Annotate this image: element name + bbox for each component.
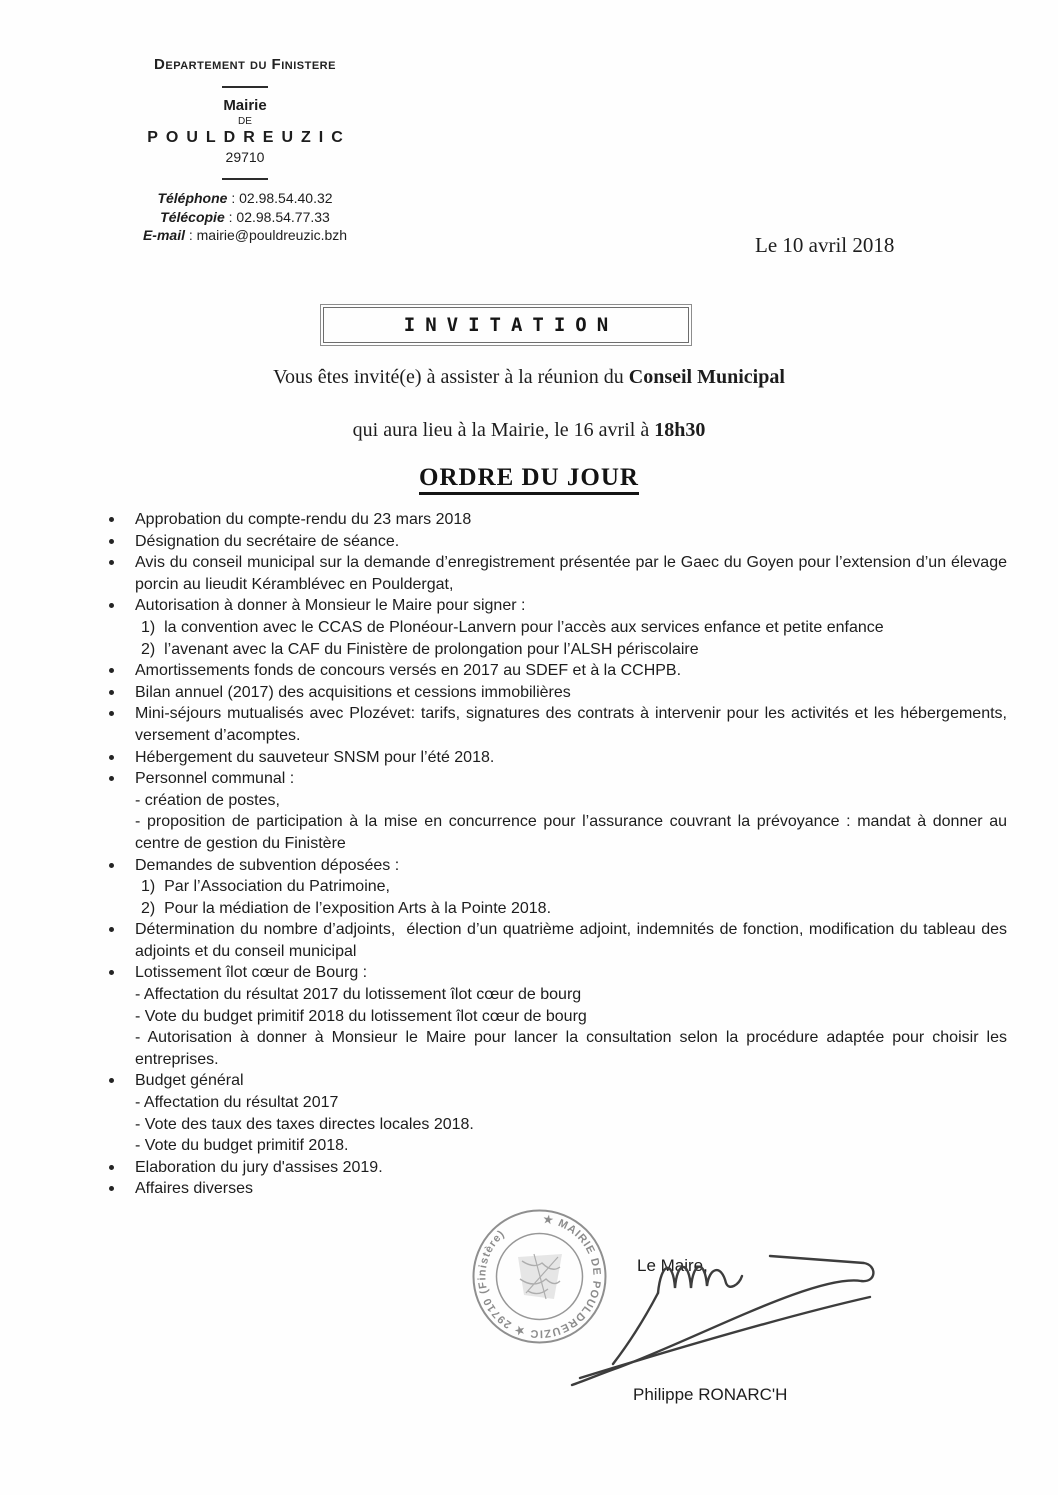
email-label: E-mail: [142, 227, 185, 243]
separator: :: [227, 190, 240, 206]
handwritten-signature-icon: [558, 1242, 888, 1397]
meeting-time-bold: 18h30: [654, 419, 706, 441]
invitation-title-box: [320, 304, 692, 346]
fax-value: 02.98.54.77.33: [236, 208, 330, 225]
agenda-item-text: Mini-séjours mutualisés avec Plozévet: tarifs, signatures des contrats à intervenir pour les activités et les hébergements, versement d’acomptes.: [135, 705, 1007, 744]
stamp-emblem: [518, 1254, 562, 1299]
department-name: Departement du Finistere: [154, 56, 336, 73]
phone-value: 02.98.54.40.32: [239, 190, 333, 206]
divider-bottom: [222, 178, 268, 180]
agenda-item: [105, 703, 1007, 746]
agenda-item-text: Budget général: [135, 1072, 244, 1090]
org-name-line2: DE: [238, 116, 252, 127]
letter-date: Le 10 avril 2018: [755, 233, 895, 257]
agenda-subitem: 1) la convention avec le CCAS de Plonéour-Lanvern pour l’accès aux services enfance et petite enfance: [141, 618, 884, 636]
agenda-item: [105, 682, 1007, 704]
agenda-subitem: 2) l’avenant avec la CAF du Finistère de prolongation pour l’ALSH périscolaire: [141, 640, 699, 658]
fax-label: Télécopie: [160, 208, 225, 225]
agenda-heading-text: ORDRE DU JOUR: [419, 464, 639, 495]
agenda-item-text: Demandes de subvention déposées :: [135, 856, 400, 874]
agenda-list: [105, 509, 1007, 1200]
intro-bold-council: Conseil Municipal: [628, 366, 785, 388]
agenda-item: [105, 531, 1007, 553]
agenda-subitem: - Autorisation à donner à Monsieur le Maire pour lancer la consultation selon la procédure adaptée pour choisir les entreprises.: [135, 1029, 1007, 1068]
agenda-item: [105, 552, 1007, 595]
meeting-time-line: [0, 419, 1058, 442]
agenda-item: [105, 595, 1007, 660]
contact-block: [95, 189, 395, 245]
agenda-subitem: - Affectation du résultat 2017: [135, 1094, 339, 1112]
closing-role: Le Maire,: [637, 1256, 708, 1275]
agenda-item-text: Amortissements fonds de concours versés en 2017 au SDEF et à la CCHPB.: [135, 662, 682, 680]
agenda-item: [105, 962, 1007, 1070]
agenda-subitem: - Vote du budget primitif 2018 du lotissement îlot cœur de bourg: [135, 1007, 587, 1025]
agenda-item: [105, 509, 1007, 531]
fax-line: [95, 208, 395, 227]
agenda-item: [105, 1157, 1007, 1179]
agenda-item: [105, 768, 1007, 854]
org-name-line1: Mairie: [223, 97, 267, 114]
agenda-item-text: Personnel communal :: [135, 770, 295, 788]
email-line: [95, 226, 395, 245]
agenda-item-text: Lotissement îlot cœur de Bourg :: [135, 964, 368, 982]
agenda-item: [105, 855, 1007, 920]
invitation-title-inner-frame: [323, 307, 689, 343]
agenda-item: [105, 747, 1007, 769]
separator: :: [184, 227, 197, 243]
agenda-subitem: - Vote du budget primitif 2018.: [135, 1137, 349, 1155]
agenda-item-text: Désignation du secrétaire de séance.: [135, 532, 400, 550]
agenda-item: [105, 919, 1007, 962]
stamp-ring-text: ★ MAIRIE DE POULDREUZIC ★ 29710 (Finistère): [476, 1213, 603, 1340]
agenda-item-text: Affaires diverses: [135, 1180, 253, 1198]
email-value: mairie@pouldreuzic.bzh: [196, 227, 348, 243]
agenda-item: [105, 660, 1007, 682]
phone-label: Téléphone: [157, 190, 228, 206]
commune-name: POULDREUZIC: [147, 129, 351, 146]
agenda-item: [105, 1070, 1007, 1156]
invitation-intro-line: [0, 366, 1058, 389]
signatory-name: Philippe RONARC'H: [633, 1385, 788, 1404]
invitation-title: INVITATION: [403, 314, 619, 336]
agenda-item-text: Approbation du compte-rendu du 23 mars 2018: [135, 511, 472, 528]
agenda-subitem: - Vote des taux des taxes directes locales 2018.: [135, 1115, 474, 1133]
agenda-subitem: 2) Pour la médiation de l’exposition Arts à la Pointe 2018.: [141, 899, 552, 917]
phone-line: [95, 189, 395, 208]
agenda-item: [105, 1178, 1007, 1200]
agenda-item-text: Autorisation à donner à Monsieur le Maire pour signer :: [135, 597, 526, 615]
agenda-item-text: Détermination du nombre d’adjoints, élection d’un quatrième adjoint, indemnités de fonction, modification du tableau des adjoints et du conseil municipal: [135, 921, 1007, 960]
agenda-item-text: Avis du conseil municipal sur la demande d’enregistrement présentée par le Gaec du Goyen pour l’extension d’un élevage porcin au lieudit Kéramblévec en Pouldergat,: [135, 554, 1007, 593]
divider-top: [222, 86, 268, 88]
agenda-item-text: Hébergement du sauveteur SNSM pour l’été 2018.: [135, 748, 495, 766]
intro-text: Vous êtes invité(e) à assister à la réunion du: [273, 366, 629, 388]
letterhead: [95, 56, 395, 245]
agenda-heading: [0, 464, 1058, 492]
meeting-time-text: qui aura lieu à la Mairie, le 16 avril à: [352, 419, 655, 441]
agenda-subitem: - proposition de participation à la mise en concurrence pour l’assurance couvrant la prévoyance : mandat à donner au centre de gestion du Finistère: [135, 813, 1007, 852]
separator: :: [224, 208, 237, 225]
agenda-subitem: - Affectation du résultat 2017 du lotissement îlot cœur de bourg: [135, 986, 582, 1004]
postal-code: 29710: [225, 149, 265, 165]
agenda-item-text: Elaboration du jury d'assises 2019.: [135, 1158, 383, 1176]
agenda-item-text: Bilan annuel (2017) des acquisitions et cessions immobilières: [135, 683, 571, 701]
agenda-subitem: - création de postes,: [135, 791, 280, 809]
agenda-subitem: 1) Par l’Association du Patrimoine,: [141, 878, 390, 896]
